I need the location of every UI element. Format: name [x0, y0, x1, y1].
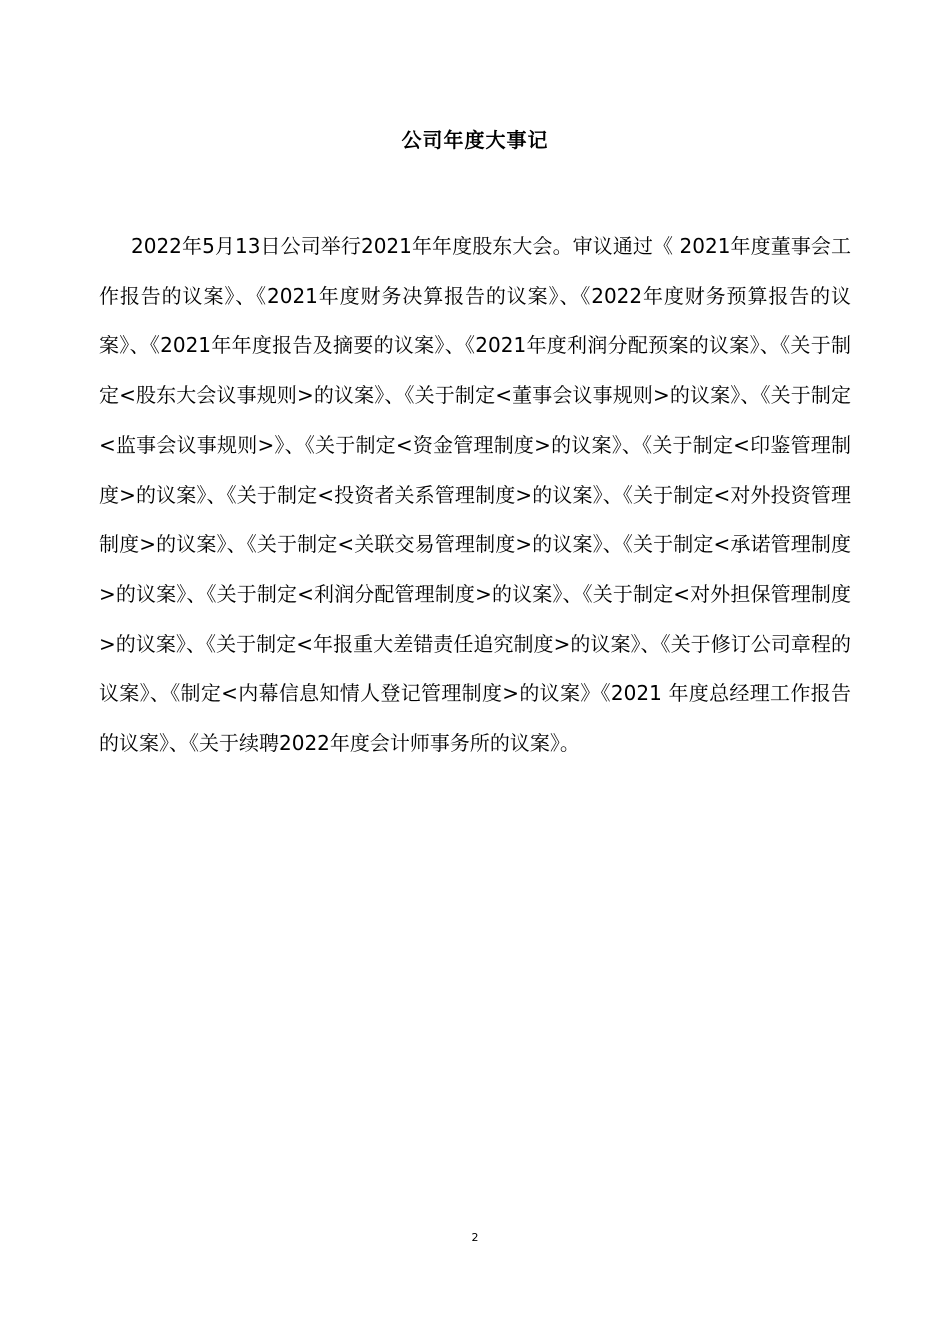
page-number: 2: [471, 1231, 479, 1244]
page-title: 公司年度大事记: [401, 128, 549, 152]
body-paragraph: 2022年5月13日公司举行2021年年度股东大会。审议通过《 2021年度董事会工作报告的议案》、《2021年度财务决算报告的议案》、《2022年度财务预算报告的议案》、《2021年年度报告及摘要的议案》、《2021年度利润分配预案的议案》、《关于制定<股东大会议事规则>的议案》、《关于制定<董事会议事规则>的议案》、《关于制定<监事会议事规则>》、《关于制定<资金管理制度>的议案》、《关于制定<印鉴管理制度>的议案》、《关于制定<投资者关系管理制度>的议案》、《关于制定<对外投资管理制度>的议案》、《关于制定<关联交易管理制度>的议案》、《关于制定<承诺管理制度>的议案》、《关于制定<利润分配管理制度>的议案》、《关于制定<对外担保管理制度>的议案》、《关于制定<年报重大差错责任追究制度>的议案》、《关于修订公司章程的议案》、《制定<内幕信息知情人登记管理制度>的议案》《2021 年度总经理工作报告的议案》、《关于续聘2022年度会计师事务所的议案》。: [99, 234, 851, 756]
